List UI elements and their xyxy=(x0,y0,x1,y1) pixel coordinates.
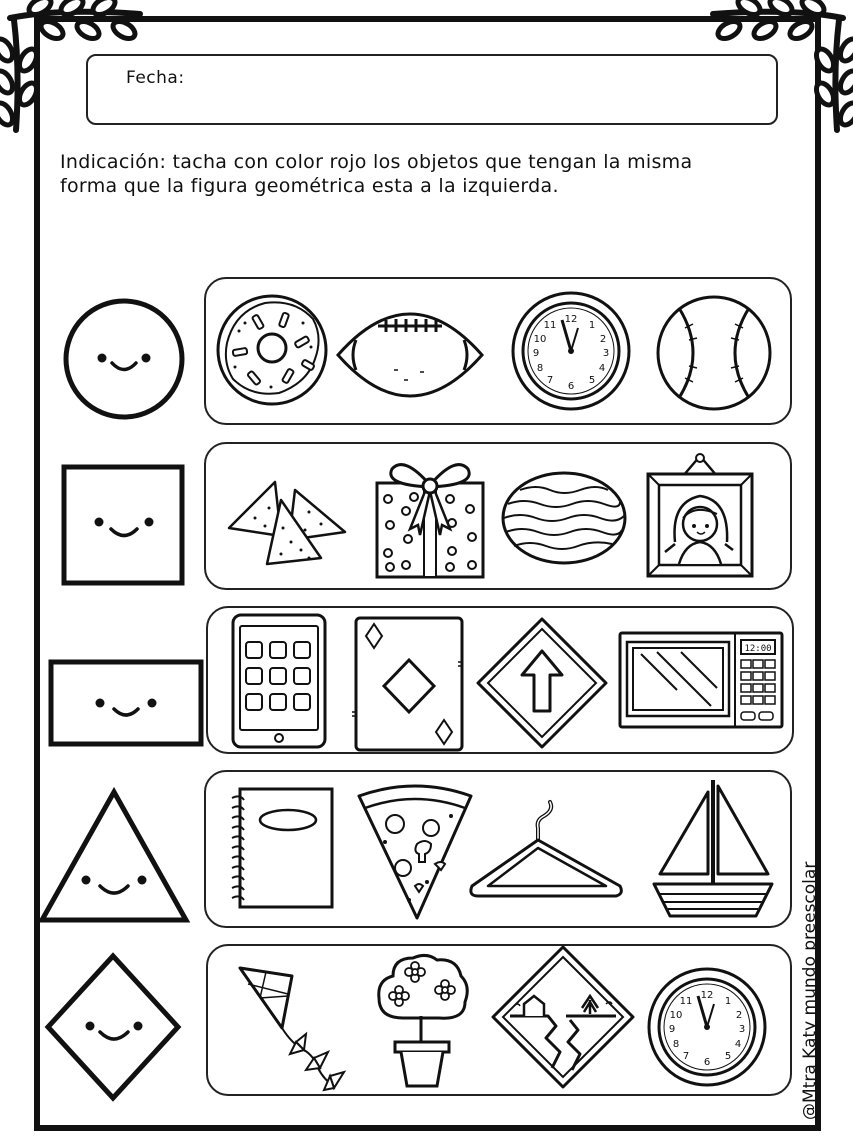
notebook-icon[interactable] xyxy=(228,786,336,910)
gift-box-icon[interactable] xyxy=(374,459,486,579)
donut-icon[interactable] xyxy=(215,293,329,407)
circle-face-icon xyxy=(60,296,188,422)
svg-text:12: 12 xyxy=(564,314,578,325)
pizza-slice-icon[interactable] xyxy=(355,782,475,922)
tennis-ball-icon[interactable] xyxy=(655,294,773,412)
date-field[interactable] xyxy=(86,54,778,125)
kite-icon[interactable] xyxy=(234,964,352,1094)
svg-text:1: 1 xyxy=(588,320,596,331)
road-sign-arrow-icon[interactable] xyxy=(474,615,610,751)
svg-text:6: 6 xyxy=(703,1057,711,1068)
svg-text:8: 8 xyxy=(536,363,544,374)
square-face-icon xyxy=(61,464,185,586)
watermelon-icon[interactable] xyxy=(500,470,628,566)
svg-text:9: 9 xyxy=(668,1024,676,1035)
tortilla-chips-icon[interactable] xyxy=(225,478,349,568)
instructions xyxy=(60,150,780,198)
diamond-face-icon xyxy=(44,952,182,1102)
football-icon[interactable] xyxy=(334,312,486,398)
potted-flower-tree-icon[interactable] xyxy=(373,950,471,1090)
playing-card-icon[interactable] xyxy=(352,614,466,754)
svg-text:4: 4 xyxy=(598,363,606,374)
microwave-icon[interactable] xyxy=(617,630,785,730)
svg-text:2: 2 xyxy=(599,334,607,345)
svg-text:2: 2 xyxy=(735,1010,743,1021)
svg-text:5: 5 xyxy=(588,375,596,386)
earthquake-sign-icon[interactable] xyxy=(490,944,636,1090)
instructions-line-2: forma que la figura geométrica esta a la izquierda. xyxy=(60,175,559,197)
svg-text:9: 9 xyxy=(532,348,540,359)
wall-clock-icon[interactable] xyxy=(646,966,768,1088)
svg-text:6: 6 xyxy=(567,381,575,392)
svg-text:3: 3 xyxy=(602,348,610,359)
triangle-face-icon xyxy=(38,788,190,924)
tablet-icon[interactable] xyxy=(230,612,328,750)
author-credit: @Mtra Katy mundo preescolar xyxy=(800,861,820,1120)
clothes-hanger-icon[interactable] xyxy=(466,800,626,904)
svg-text:5: 5 xyxy=(724,1051,732,1062)
instructions-line-1: Indicación: tacha con color rojo los objetos que tengan la misma xyxy=(60,151,693,173)
svg-text:4: 4 xyxy=(734,1039,742,1050)
picture-frame-icon[interactable] xyxy=(645,452,755,580)
svg-text:1: 1 xyxy=(724,996,732,1007)
svg-text:12: 12 xyxy=(700,990,714,1001)
rectangle-face-icon xyxy=(48,659,204,747)
svg-text:11: 11 xyxy=(543,320,557,331)
wall-clock-icon[interactable] xyxy=(510,290,632,412)
svg-text:8: 8 xyxy=(672,1039,680,1050)
svg-text:7: 7 xyxy=(682,1051,690,1062)
svg-text:12:00: 12:00 xyxy=(744,644,772,654)
svg-text:11: 11 xyxy=(679,996,693,1007)
svg-text:7: 7 xyxy=(546,375,554,386)
date-label: Fecha: xyxy=(126,68,185,88)
svg-text:10: 10 xyxy=(533,334,547,345)
svg-text:10: 10 xyxy=(669,1010,683,1021)
sailboat-icon[interactable] xyxy=(650,776,776,922)
svg-text:3: 3 xyxy=(738,1024,746,1035)
